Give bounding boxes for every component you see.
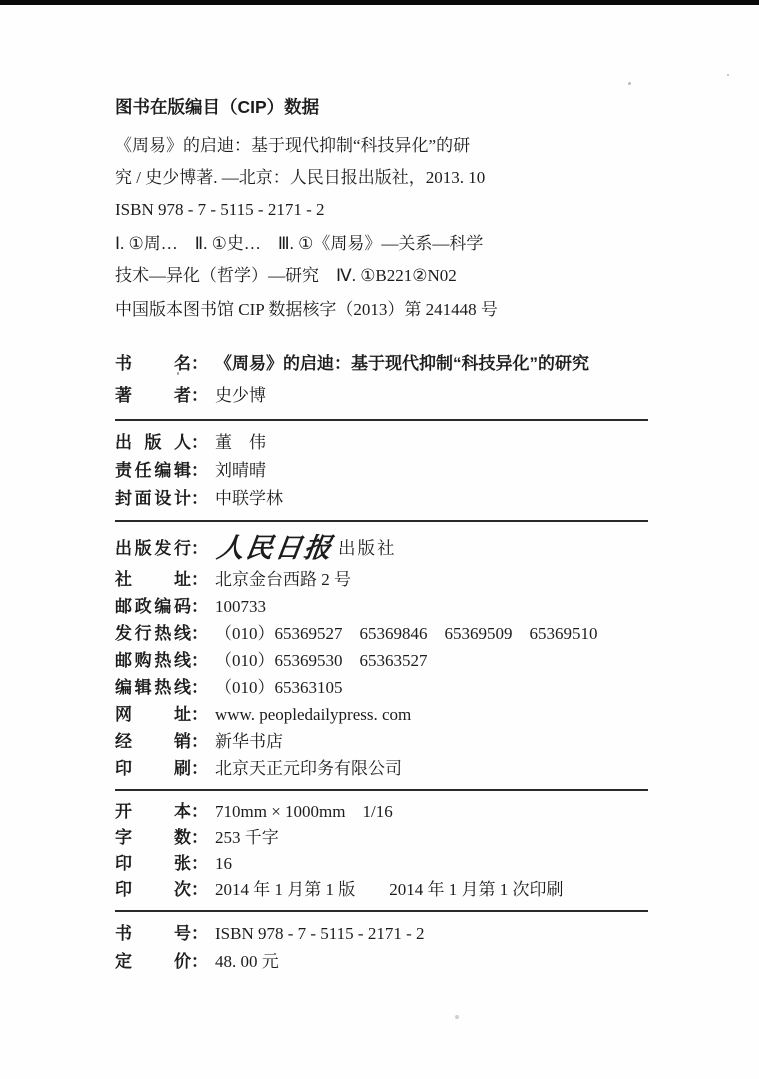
address-value: 北京金台西路 2 号 [215,570,351,589]
staff-block [115,429,650,513]
distribution-row [115,728,650,755]
isbn-value: ISBN 978 - 7 - 5115 - 2171 - 2 [215,924,425,943]
label-colon: ： [191,759,208,778]
publisher-suffix: 出版社 [338,537,397,558]
printing-label: 印 刷 [115,759,191,778]
label-colon: ： [191,732,208,751]
label-colon: ： [191,570,208,589]
cover-design-label: 封 面 设 计 [115,489,191,508]
label-colon: ： [191,433,208,452]
cip-block [115,94,650,326]
editorial-hotline-value: （010）65363105 [215,678,343,697]
edition-row [115,877,650,903]
label-colon: ： [191,952,208,971]
publisher-label: 出 版 发 行 [115,538,191,558]
postcode-row [115,593,650,620]
cip-heading: 图书在版编目（CIP）数据 [115,97,320,117]
printed-sheets-value: 16 [215,854,232,873]
website-label: 网 址 [115,705,191,724]
cip-classification-line: Ⅰ. ①周… Ⅱ. ①史… Ⅲ. ①《周易》—关系—科学 [115,234,484,253]
label-colon: ： [191,924,208,943]
label-colon: ： [191,354,208,373]
word-count-row [115,825,650,851]
address-row [115,566,650,593]
format-value: 710mm × 1000mm 1/16 [215,802,393,821]
label-colon: ： [191,386,208,405]
sales-hotline-row [115,620,650,647]
label-colon: ： [191,678,208,697]
divider-rule [115,419,648,421]
publisher-row [115,530,650,566]
divider-rule [115,520,648,522]
printing-row [115,755,650,782]
label-colon: ： [191,597,208,616]
label-colon: ： [191,880,208,899]
divider-rule [115,910,648,912]
author-value: 史少博 [215,386,266,405]
cip-classification-line: 技术—异化（哲学）—研究 Ⅳ. ①B221②N02 [115,266,457,285]
edition-value: 2014 年 1 月第 1 版 2014 年 1 月第 1 次印刷 [215,880,564,899]
price-row [115,948,650,976]
cover-design-value: 中联学林 [215,489,283,508]
postcode-value: 100733 [215,597,266,616]
mail-order-hotline-label: 邮 购 热 线 [115,651,191,670]
cip-description-line: 《周易》的启迪：基于现代抑制“科技异化”的研 [115,136,471,155]
printing-value: 北京天正元印务有限公司 [215,759,402,778]
website-value: www. peopledailypress. com [215,705,412,724]
editor-label: 责 任 编 辑 [115,461,191,480]
editor-value: 刘晴晴 [215,461,266,480]
editorial-hotline-label: 编 辑 热 线 [115,678,191,697]
label-colon: ： [191,828,208,847]
mail-order-hotline-row [115,647,650,674]
cip-isbn-line: ISBN 978 - 7 - 5115 - 2171 - 2 [115,200,325,219]
publisher-block [115,530,650,782]
scan-speck [727,74,729,76]
postcode-label: 邮 政 编 码 [115,597,191,616]
publisher-person-label: 出 版 人 [115,433,191,452]
printed-sheets-row [115,851,650,877]
price-label: 定 价 [115,952,191,971]
editorial-hotline-row [115,674,650,701]
label-colon: ： [191,489,208,508]
scan-speck [455,1015,459,1019]
printed-sheets-label: 印 张 [115,854,191,873]
isbn-row [115,920,650,948]
website-row [115,701,650,728]
label-colon: ： [191,624,208,643]
cip-record-line: 中国版本图书馆 CIP 数据核字（2013）第 241448 号 [115,300,498,319]
page-content [115,94,650,976]
isbn-label: 书 号 [115,924,191,943]
divider-rule [115,789,648,791]
book-name-value: 《周易》的启迪：基于现代抑制“科技异化”的研究 [215,354,589,373]
book-name-label: 书 名 [115,354,191,373]
isbn-block [115,920,650,976]
label-colon: ： [191,802,208,821]
format-block [115,799,650,903]
label-colon: ： [191,461,208,480]
distribution-label: 经 销 [115,732,191,751]
label-colon: ： [191,705,208,724]
scan-speck [628,82,631,85]
book-name-row [115,348,650,380]
distribution-value: 新华书店 [215,732,283,751]
format-label: 开 本 [115,802,191,821]
label-colon: ： [191,854,208,873]
scan-edge-bar [0,0,759,5]
word-count-value: 253 千字 [215,828,279,847]
format-row [115,799,650,825]
author-row [115,380,650,412]
sales-hotline-value: （010）65369527 65369846 65369509 65369510 [215,624,598,643]
peoples-daily-calligraphy-logo: 人民日报 [214,532,336,563]
sales-hotline-label: 发 行 热 线 [115,624,191,643]
cip-description-line: 究 / 史少博著. —北京：人民日报出版社，2013. 10 [115,168,486,187]
publisher-person-row [115,429,650,457]
label-colon: ： [191,538,208,558]
price-value: 48. 00 元 [215,952,279,971]
word-count-label: 字 数 [115,828,191,847]
title-block [115,348,650,412]
author-label: 著 者 [115,386,191,405]
address-label: 社 址 [115,570,191,589]
editor-row [115,457,650,485]
mail-order-hotline-value: （010）65369530 65363527 [215,651,428,670]
label-colon: ： [191,651,208,670]
cover-design-row [115,485,650,513]
publisher-person-value: 董 伟 [215,433,266,452]
edition-label: 印 次 [115,880,191,899]
